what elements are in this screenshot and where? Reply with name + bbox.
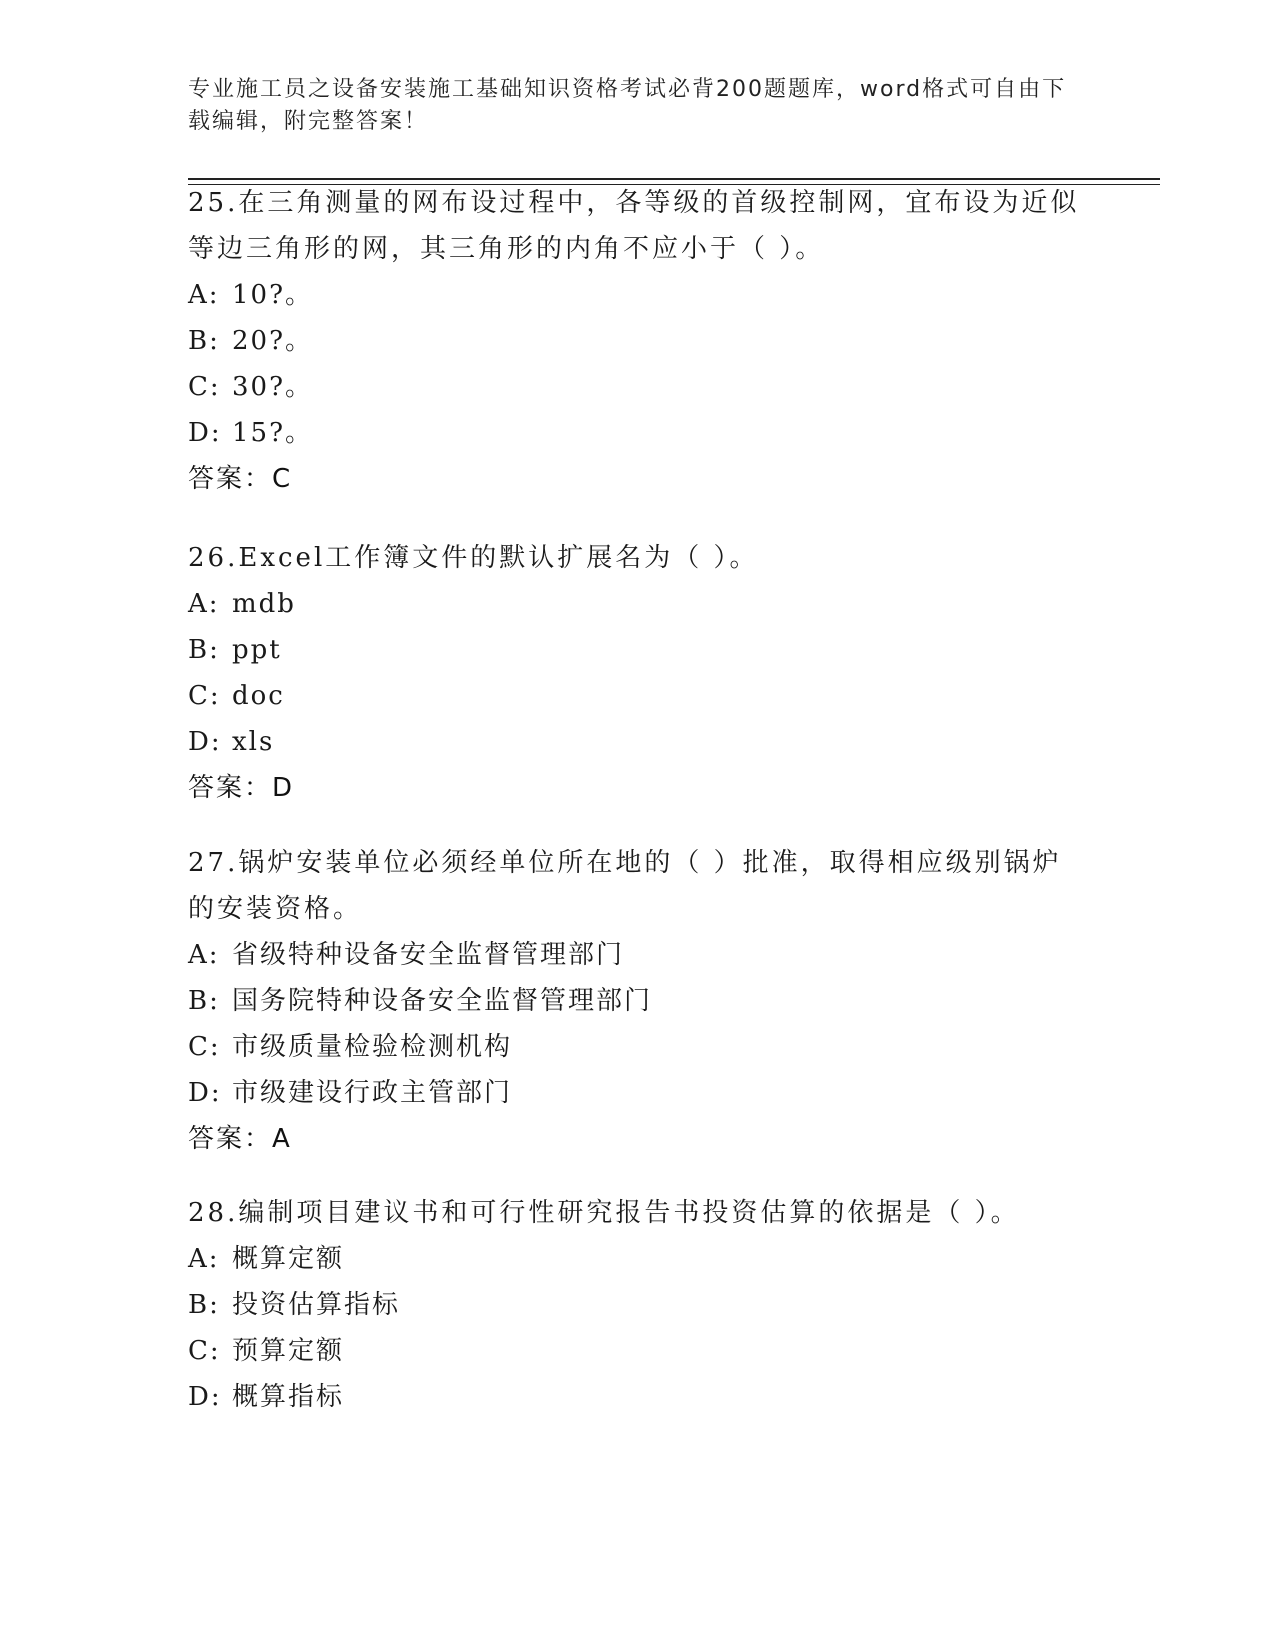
option-letter: D: bbox=[188, 1382, 222, 1412]
option-b bbox=[188, 1282, 1088, 1328]
option-d bbox=[188, 1374, 1088, 1420]
option-text: 市级建设行政主管部门 bbox=[232, 1078, 513, 1108]
option-a bbox=[188, 272, 1088, 318]
question-stem: 25.在三角测量的网布设过程中，各等级的首级控制网，宜布设为近似等边三角形的网，其三角形的内角不应小于（ ）。 bbox=[188, 188, 1080, 264]
option-letter: B: bbox=[188, 326, 220, 356]
option-text: xls bbox=[232, 727, 275, 757]
option-letter: B: bbox=[188, 986, 220, 1016]
option-b bbox=[188, 978, 1088, 1024]
option-b bbox=[188, 318, 1088, 364]
option-text: 投资估算指标 bbox=[232, 1290, 401, 1320]
question-27 bbox=[188, 840, 1088, 1162]
option-letter: D: bbox=[188, 418, 222, 448]
option-text: 15?。 bbox=[232, 418, 314, 448]
option-text: doc bbox=[232, 681, 285, 711]
option-letter: C: bbox=[188, 372, 221, 402]
option-letter: A: bbox=[188, 589, 220, 619]
option-text: 概算定额 bbox=[232, 1244, 345, 1274]
option-text: 30?。 bbox=[232, 372, 314, 402]
option-c bbox=[188, 1328, 1088, 1374]
option-letter: A: bbox=[188, 280, 220, 310]
question-stem: 26.Excel工作簿文件的默认扩展名为（ ）。 bbox=[188, 543, 759, 573]
option-d bbox=[188, 719, 1088, 765]
option-c bbox=[188, 673, 1088, 719]
answer-label: 答案：D bbox=[188, 773, 295, 803]
option-b bbox=[188, 627, 1088, 673]
answer-label: 答案：A bbox=[188, 1124, 292, 1154]
document-header: 专业施工员之设备安装施工基础知识资格考试必背200题题库，word格式可自由下载编辑，附完整答案！ bbox=[188, 77, 1067, 134]
option-text: 20?。 bbox=[232, 326, 314, 356]
option-text: 10?。 bbox=[232, 280, 314, 310]
option-letter: A: bbox=[188, 940, 220, 970]
question-stem: 28.编制项目建议书和可行性研究报告书投资估算的依据是（ ）。 bbox=[188, 1198, 1020, 1228]
question-25 bbox=[188, 180, 1088, 502]
option-text: mdb bbox=[232, 589, 296, 619]
option-a bbox=[188, 932, 1088, 978]
option-letter: B: bbox=[188, 1290, 220, 1320]
option-text: 国务院特种设备安全监督管理部门 bbox=[232, 986, 653, 1016]
option-letter: C: bbox=[188, 1032, 221, 1062]
question-stem: 27.锅炉安装单位必须经单位所在地的（ ）批准，取得相应级别锅炉的安装资格。 bbox=[188, 848, 1062, 924]
option-text: 概算指标 bbox=[232, 1382, 345, 1412]
option-letter: C: bbox=[188, 681, 221, 711]
option-letter: B: bbox=[188, 635, 220, 665]
option-letter: A: bbox=[188, 1244, 220, 1274]
option-letter: C: bbox=[188, 1336, 221, 1366]
option-text: 预算定额 bbox=[232, 1336, 345, 1366]
option-text: ppt bbox=[232, 635, 282, 665]
option-c bbox=[188, 1024, 1088, 1070]
option-text: 省级特种设备安全监督管理部门 bbox=[232, 940, 625, 970]
question-28 bbox=[188, 1190, 1088, 1420]
option-d bbox=[188, 1070, 1088, 1116]
option-c bbox=[188, 364, 1088, 410]
option-text: 市级质量检验检测机构 bbox=[232, 1032, 513, 1062]
option-a bbox=[188, 1236, 1088, 1282]
option-a bbox=[188, 581, 1088, 627]
question-26 bbox=[188, 535, 1088, 811]
answer-label: 答案：C bbox=[188, 464, 293, 494]
option-d bbox=[188, 410, 1088, 456]
option-letter: D: bbox=[188, 1078, 222, 1108]
option-letter: D: bbox=[188, 727, 222, 757]
